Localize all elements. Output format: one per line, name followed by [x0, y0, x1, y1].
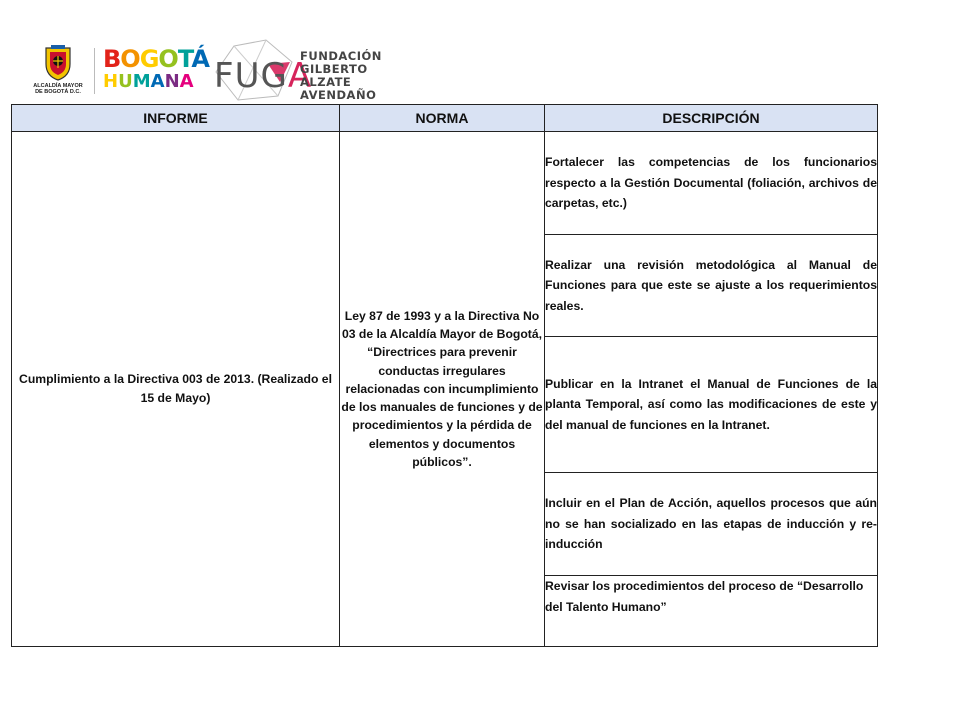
- fuga-wordmark: [214, 56, 312, 96]
- logo-letter: N: [164, 71, 180, 92]
- logo-letter: A: [179, 71, 194, 92]
- logo-letter: M: [132, 71, 151, 92]
- table-row: [12, 132, 878, 235]
- informe-cell: Cumplimiento a la Directiva 003 de 2013. (Realizado el 15 de Mayo): [12, 132, 340, 647]
- descripcion-cell: Incluir en el Plan de Acción, aquellos procesos que aún no se han socializado en las etapas de inducción y re-inducción: [545, 473, 878, 576]
- logo-letter: A: [150, 71, 165, 92]
- fuga-name-line: ALZATE: [300, 75, 352, 89]
- logo-letter: G: [139, 45, 159, 73]
- descripcion-cell: Publicar en la Intranet el Manual de Funciones de la planta Temporal, así como las modificaciones de este y del manual de funciones en la Intranet.: [545, 337, 878, 473]
- logo-header: [0, 0, 960, 104]
- logo-letter: O: [120, 45, 140, 73]
- fuga-name-line: FUNDACIÓN: [300, 49, 382, 63]
- fuga-full-name: [300, 50, 382, 102]
- header-norma: NORMA: [340, 105, 545, 132]
- logo-letter: O: [158, 45, 178, 73]
- logo-divider: [94, 48, 95, 94]
- report-table: [11, 104, 878, 647]
- header-descripcion: DESCRIPCIÓN: [545, 105, 878, 132]
- fuga-name-line: AVENDAÑO: [300, 88, 377, 102]
- table-header-row: [12, 105, 878, 132]
- descripcion-cell: Fortalecer las competencias de los funcionarios respecto a la Gestión Documental (foliación, archivos de carpetas, etc.): [545, 132, 878, 235]
- logo-letter: T: [177, 45, 192, 73]
- fuga-letter: U: [234, 56, 261, 96]
- bogota-shield-icon: [43, 44, 73, 82]
- alcaldia-caption: ALCALDÍA MAYOR DE BOGOTÁ D.C.: [33, 83, 83, 95]
- logo-letter: U: [118, 71, 133, 92]
- logo-letter: Á: [191, 45, 209, 73]
- bogota-humana-line1: [103, 45, 209, 73]
- bogota-humana-logo: [103, 45, 209, 96]
- fuga-letter: G: [260, 56, 288, 96]
- bogota-humana-line2: [103, 71, 194, 92]
- norma-cell: Ley 87 de 1993 y a la Directiva No 03 de la Alcaldía Mayor de Bogotá, “Directrices para prevenir conductas irregulares relacionadas con incumplimiento de los manuales de funciones y de procedimientos y la pérdida de elementos y documentos públicos”.: [340, 132, 545, 647]
- fuga-name-line: GILBERTO: [300, 62, 368, 76]
- logo-letter: H: [103, 71, 119, 92]
- fuga-logo: [208, 38, 408, 104]
- header-informe: INFORME: [12, 105, 340, 132]
- descripcion-cell: Revisar los procedimientos del proceso de “Desarrollo del Talento Humano”: [545, 576, 878, 647]
- fuga-letter: A: [287, 56, 313, 96]
- fuga-letter: F: [214, 56, 235, 96]
- logo-letter: B: [103, 45, 121, 73]
- descripcion-cell: Realizar una revisión metodológica al Manual de Funciones para que este se ajuste a los requerimientos reales.: [545, 235, 878, 337]
- alcaldia-logo: [26, 44, 90, 104]
